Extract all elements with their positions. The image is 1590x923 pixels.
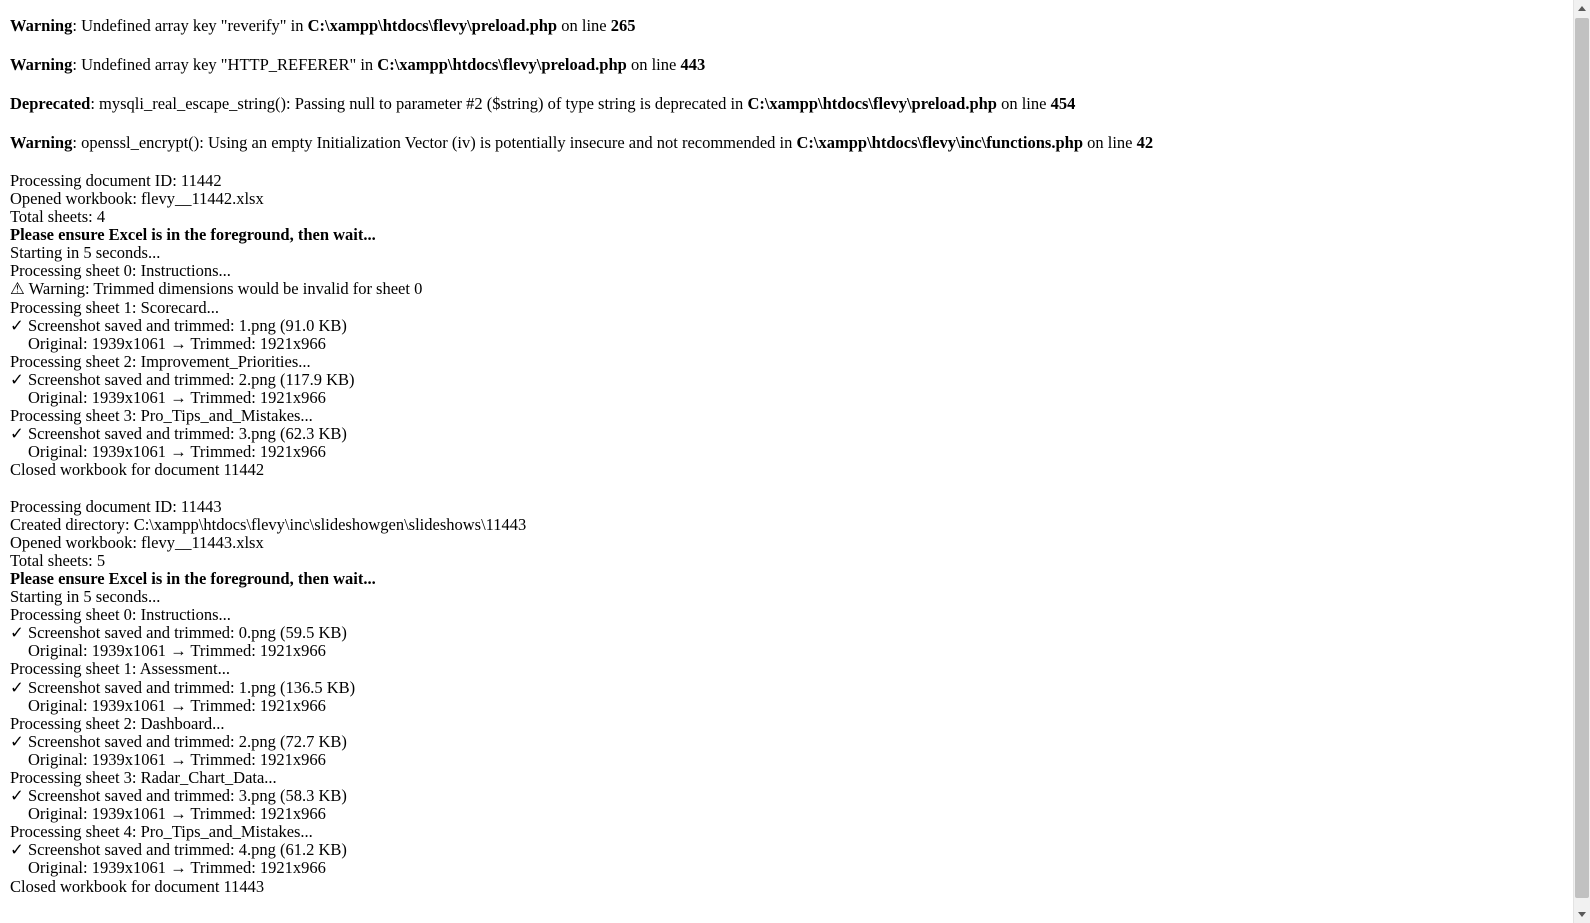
vertical-scrollbar[interactable] xyxy=(1573,0,1590,923)
php-message-line-number: 443 xyxy=(680,54,706,74)
console-line: Starting in 5 seconds... xyxy=(10,587,161,607)
console-line: Original: 1939x1061 → Trimmed: 1921x966 xyxy=(28,804,326,824)
console-line: ✓ Screenshot saved and trimmed: 2.png (72.7 KB) xyxy=(10,731,347,751)
php-message-path: C:\xampp\htdocs\flevy\inc\functions.php xyxy=(796,132,1084,152)
php-message-path: C:\xampp\htdocs\flevy\preload.php xyxy=(377,54,627,74)
console-line: Processing sheet 3: Pro_Tips_and_Mistakes... xyxy=(10,406,313,426)
php-message-path: C:\xampp\htdocs\flevy\preload.php xyxy=(747,93,997,113)
console-line: Processing sheet 1: Assessment... xyxy=(10,659,230,679)
php-message-line-number: 265 xyxy=(610,16,636,35)
console-line: Original: 1939x1061 → Trimmed: 1921x966 xyxy=(28,749,326,769)
console-line: ✓ Screenshot saved and trimmed: 1.png (91.0 KB) xyxy=(10,315,347,335)
php-message-line-text: on line xyxy=(557,16,611,35)
php-message xyxy=(10,16,1545,35)
console-line: Processing sheet 1: Scorecard... xyxy=(10,297,219,317)
php-message-line-number: 42 xyxy=(1136,132,1154,152)
scroll-up-arrow-icon[interactable] xyxy=(1574,0,1590,17)
php-message-label: Warning xyxy=(10,132,73,152)
php-message-label: Warning xyxy=(10,16,73,35)
console-line: Original: 1939x1061 → Trimmed: 1921x966 xyxy=(28,641,326,661)
console-line: Original: 1939x1061 → Trimmed: 1921x966 xyxy=(28,388,326,407)
console-line: ✓ Screenshot saved and trimmed: 1.png (136.5 KB) xyxy=(10,677,356,697)
scrollbar-thumb[interactable] xyxy=(1575,18,1589,898)
php-message xyxy=(10,55,1545,74)
php-message-line-text: on line xyxy=(1083,132,1137,152)
php-message-text: : mysqli_real_escape_string(): Passing null to parameter #2 ($string) of type string is deprecated in xyxy=(90,93,748,113)
php-message-text: : Undefined array key "reverify" in xyxy=(72,16,308,35)
console-line: Processing document ID: 11442 xyxy=(10,170,222,190)
console-line: Processing document ID: 11443 xyxy=(10,496,222,516)
console-line: Opened workbook: flevy__11442.xlsx xyxy=(10,188,264,208)
console-line: Processing sheet 2: Improvement_Priorities... xyxy=(10,351,311,371)
php-message-line-number: 454 xyxy=(1050,93,1076,113)
console-line: Please ensure Excel is in the foreground, then wait... xyxy=(10,568,376,588)
console-line: Please ensure Excel is in the foreground, then wait... xyxy=(10,225,376,245)
console-line: Created directory: C:\xampp\htdocs\flevy\inc\slideshowgen\slideshows\11443 xyxy=(10,514,527,534)
console-line: Total sheets: 5 xyxy=(10,550,106,570)
console-line xyxy=(10,479,1545,497)
console-line: Original: 1939x1061 → Trimmed: 1921x966 xyxy=(28,695,326,715)
php-messages xyxy=(10,16,1545,152)
php-message-label: Deprecated xyxy=(10,93,91,113)
console-line: ✓ Screenshot saved and trimmed: 3.png (58.3 KB) xyxy=(10,786,347,806)
php-message-line-text: on line xyxy=(626,54,681,74)
console-line: ✓ Screenshot saved and trimmed: 4.png (61.2 KB) xyxy=(10,840,347,860)
console-line: Closed workbook for document 11442 xyxy=(10,460,265,480)
console-line: Processing sheet 3: Radar_Chart_Data... xyxy=(10,767,277,787)
console-line: Starting in 5 seconds... xyxy=(10,243,161,263)
console-line: Closed workbook for document 11443 xyxy=(10,876,265,896)
console-line: Opened workbook: flevy__11443.xlsx xyxy=(10,532,264,552)
console-line: ✓ Screenshot saved and trimmed: 3.png (62.3 KB) xyxy=(10,424,347,444)
console-line: Processing sheet 2: Dashboard... xyxy=(10,713,225,733)
scroll-down-arrow-icon[interactable] xyxy=(1574,906,1590,923)
php-message-line-text: on line xyxy=(996,93,1051,113)
php-message xyxy=(10,133,1545,152)
console-line: Processing sheet 0: Instructions... xyxy=(10,605,231,625)
console-line: Processing sheet 0: Instructions... xyxy=(10,261,231,281)
console-line: Processing sheet 4: Pro_Tips_and_Mistakes... xyxy=(10,822,313,842)
console-line: ⚠ Warning: Trimmed dimensions would be invalid for sheet 0 xyxy=(10,279,423,299)
console-line: Original: 1939x1061 → Trimmed: 1921x966 xyxy=(28,858,326,878)
php-message-label: Warning xyxy=(10,54,73,74)
console-line: Original: 1939x1061 → Trimmed: 1921x966 xyxy=(28,442,326,462)
console-line: Total sheets: 4 xyxy=(10,207,106,227)
php-message xyxy=(10,94,1545,113)
console-line: ✓ Screenshot saved and trimmed: 0.png (59.5 KB) xyxy=(10,623,347,643)
php-message-text: : Undefined array key "HTTP_REFERER" in xyxy=(72,54,378,74)
script-console-output xyxy=(10,172,1545,896)
php-message-path: C:\xampp\htdocs\flevy\preload.php xyxy=(307,16,558,35)
php-message-text: : openssl_encrypt(): Using an empty Initialization Vector (iv) is potentially insecure and not recommended in xyxy=(72,132,797,152)
console-line: Original: 1939x1061 → Trimmed: 1921x966 xyxy=(28,333,326,353)
console-line: ✓ Screenshot saved and trimmed: 2.png (117.9 KB) xyxy=(10,369,355,389)
